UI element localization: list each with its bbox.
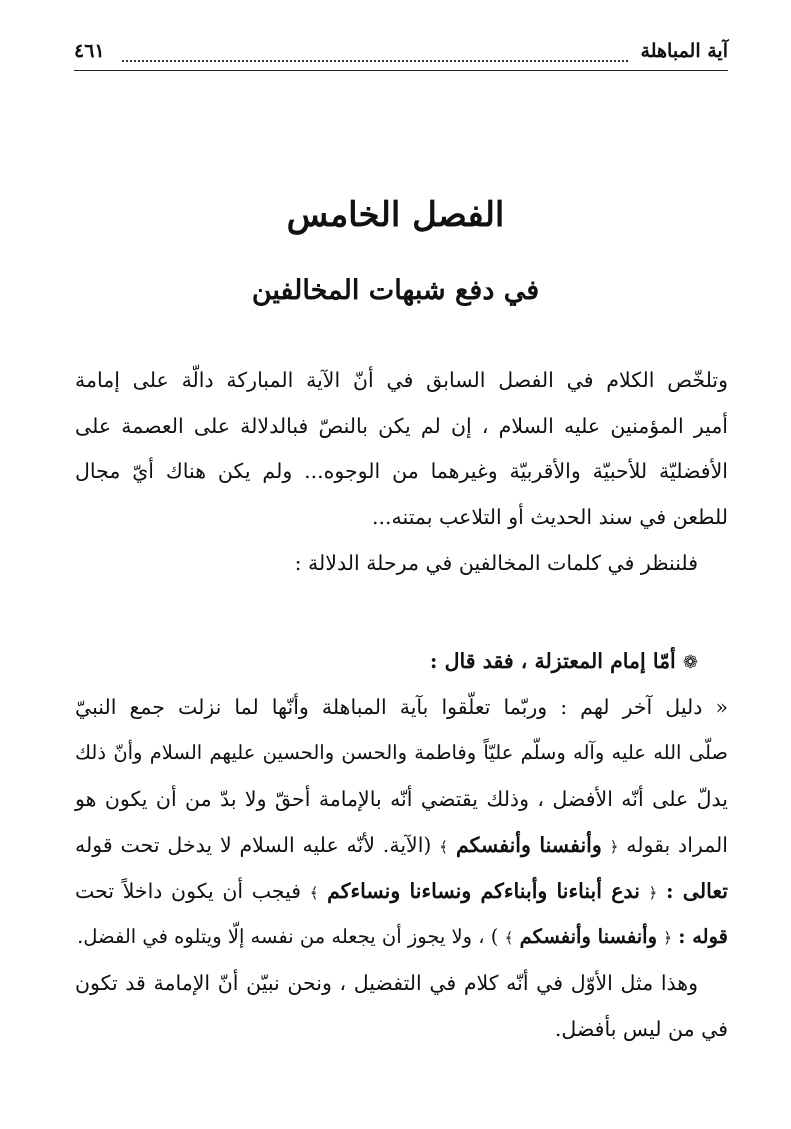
section-heading (75, 646, 698, 676)
section-heading-text: أمّا إمام المعتزلة ، فقد قال : (429, 649, 676, 673)
flower-ornament-icon: ❁ (682, 652, 698, 673)
quote-text: ) ، ولا يجوز أن يجعله من نفسه إلّا ويتلوه في الفضل. (77, 925, 499, 948)
chapter-title: الفصل الخامس (286, 195, 505, 235)
page-number: ٤٦١ (74, 40, 105, 62)
quote-text: قوله : (678, 925, 728, 948)
text-line: وهذا مثل الأوّل في أنّه كلام في التفضيل ، ونحن نبيّن أنّ الإمامة قد تكون (75, 971, 698, 995)
quran-bracket-open-icon: ﴿ (663, 929, 673, 947)
quote-line (75, 830, 728, 860)
quote-line: « دليل آخر لهم : وربّما تعلّقوا بآية المباهلة وأنّها لما نزلت جمع النبيّ (75, 695, 728, 719)
text-line: وتلخّص الكلام في الفصل السابق في أنّ الآية المباركة دالّة على إمامة (75, 368, 728, 392)
text-line: في من ليس بأفضل. (554, 1017, 728, 1041)
quran-bracket-open-icon: ﴿ (648, 884, 658, 902)
quran-verse: وأنفسنا وأنفسكم (519, 925, 658, 948)
quran-bracket-close-icon: ﴾ (504, 929, 514, 947)
quote-line: صلّى الله عليه وآله وسلّم عليّاً وفاطمة والحسن والحسين عليهم السلام وأنّ ذلك (75, 741, 728, 764)
quote-text: المراد بقوله (626, 833, 728, 857)
header-dotted-leader (122, 36, 628, 62)
quote-line (75, 876, 728, 906)
text-line: الأفضليّة للأحبيّة والأقربيّة وغيرهما من الوجوه... ولم يكن هناك أيّ مجال (75, 459, 728, 483)
quote-line: يدلّ على أنّه الأفضل ، وذلك يقتضي أنّه بالإمامة أحقّ ولا بدّ من أن يكون هو (75, 787, 728, 811)
header-rule (74, 70, 728, 71)
running-header (74, 36, 728, 76)
quran-verse: وأنفسنا وأنفسكم (455, 833, 602, 857)
running-title: آية المباهلة (640, 40, 728, 62)
quote-text: فيجب أن يكون داخلاً تحت (75, 879, 302, 903)
text-line: أمير المؤمنين عليه السلام ، إن لم يكن بالنصّ فبالدلالة على العصمة على (75, 414, 728, 438)
quran-bracket-close-icon: ﴾ (309, 884, 319, 902)
quran-verse: ندع أبناءنا وأبناءكم ونساءنا ونساءكم (327, 879, 640, 903)
quote-line (75, 922, 728, 952)
quran-bracket-close-icon: ﴾ (439, 838, 449, 856)
text-line: فلننظر في كلمات المخالفين في مرحلة الدلالة : (294, 551, 698, 575)
quote-text: (الآية. لأنّه عليه السلام لا يدخل تحت قوله (75, 833, 432, 857)
quran-bracket-open-icon: ﴿ (609, 838, 619, 856)
text-line: للطعن في سند الحديث أو التلاعب بمتنه... (371, 505, 728, 529)
quote-text: تعالى : (665, 879, 728, 903)
chapter-subtitle: في دفع شبهات المخالفين (251, 275, 540, 306)
